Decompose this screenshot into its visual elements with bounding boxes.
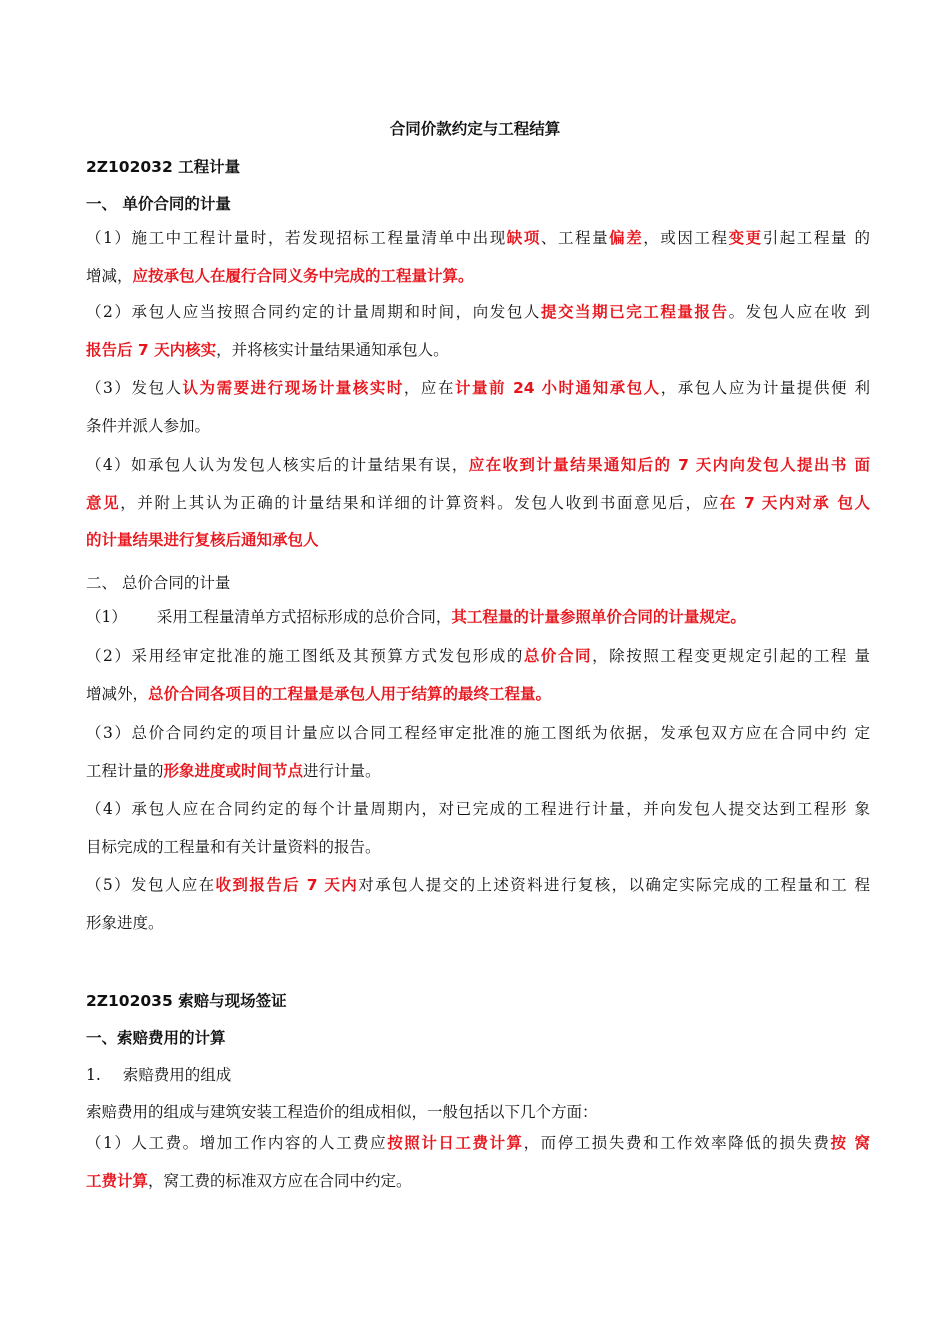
- highlight-run: 按照计日工费计算: [387, 1134, 524, 1152]
- text-run: （1）施工中工程计量时，若发现招标工程量清单中出现: [86, 229, 507, 247]
- list-item-1: [86, 1063, 231, 1085]
- item-number: （1）: [86, 608, 127, 626]
- lump-sum-paragraph-4-line-2: [86, 829, 870, 867]
- highlight-run: 在 7 天内对承 包人: [719, 493, 870, 512]
- lump-sum-paragraph-3-line-1: [86, 715, 870, 753]
- claim-paragraph-1-line-1: [86, 1125, 870, 1163]
- paragraph-2-line-1: [86, 294, 870, 332]
- lump-sum-paragraph-2-line-1: [86, 638, 870, 676]
- paragraph-1-line-1: [86, 220, 870, 258]
- highlight-run: 应按承包人在履行合同义务中完成的工程量计算。: [132, 266, 474, 285]
- highlight-run: 按 窝: [830, 1134, 870, 1152]
- text-run: （5）发包人应在: [86, 876, 216, 894]
- paragraph-4-line-3: [86, 522, 870, 560]
- highlight-run: 应在收到计量结果通知后的 7 天内向发包人提出书 面: [468, 456, 870, 474]
- text-run: 。发包人应在收 到: [728, 303, 870, 321]
- text-run: ，除按照工程变更规定引起的工程 量: [592, 647, 870, 665]
- highlight-run: 总价合同各项目的工程量是承包人用于结算的最终工程量。: [148, 684, 552, 703]
- subheading-lump-sum-contract: 二、 总价合同的计量: [86, 574, 231, 592]
- text-run: 索赔费用的组成: [122, 1066, 232, 1084]
- text-run: （2）采用经审定批准的施工图纸及其预算方式发包形成的: [86, 647, 524, 665]
- text-run: （2）承包人应当按照合同约定的计量周期和时间，向发包人: [86, 303, 541, 321]
- item-number: 1.: [86, 1066, 101, 1084]
- highlight-run: 意见: [86, 493, 121, 512]
- text-run: 工程计量的: [86, 761, 164, 780]
- text-run: （3）总价合同约定的项目计量应以合同工程经审定批准的施工图纸为依据，发承包双方应在合同中约 定: [86, 724, 870, 742]
- lump-sum-paragraph-1-line-1: [86, 599, 870, 637]
- text-run: 采用工程量清单方式招标形成的总价合同，: [156, 608, 452, 626]
- lump-sum-paragraph-5-line-1: [86, 867, 870, 905]
- paragraph-4-line-1: [86, 447, 870, 485]
- paragraph-3: [86, 370, 870, 445]
- paragraph-4-line-2: [86, 485, 870, 523]
- claim-paragraph-1: [86, 1125, 870, 1200]
- lump-sum-paragraph-3-line-2: [86, 753, 870, 791]
- highlight-run: 报告后 7 天内核实: [86, 340, 217, 359]
- text-run: 引起工程量 的: [762, 229, 870, 247]
- paragraph-4: [86, 447, 870, 560]
- claim-intro-text: 索赔费用的组成与建筑安装工程造价的组成相似，一般包括以下几个方面：: [86, 1103, 598, 1121]
- highlight-run: 工费计算: [86, 1171, 149, 1190]
- lump-sum-paragraph-2: [86, 638, 870, 713]
- paragraph-3-line-1: [86, 370, 870, 408]
- highlight-run: 其工程量的计量参照单价合同的计量规定。: [451, 608, 746, 626]
- highlight-run: 形象进度或时间节点: [163, 761, 304, 780]
- highlight-run: 认为需要进行现场计量核实时: [182, 379, 404, 397]
- lump-sum-paragraph-1: [86, 599, 870, 637]
- document-title: 合同价款约定与工程结算: [389, 120, 561, 138]
- lump-sum-paragraph-4: [86, 791, 870, 866]
- section-heading-2z102035: 2Z102035 索赔与现场签证: [86, 992, 287, 1010]
- lump-sum-paragraph-5-line-2: [86, 905, 870, 943]
- subheading-unit-price-contract: 一、 单价合同的计量: [86, 195, 231, 213]
- section-heading-2z102032: 2Z102032 工程计量: [86, 158, 241, 176]
- text-run: ，而停工损失费和工作效率降低的损失费: [523, 1134, 831, 1152]
- highlight-run: 偏差: [609, 229, 644, 247]
- highlight-run: 总价合同: [523, 647, 593, 665]
- paragraph-3-line-2: [86, 408, 870, 446]
- highlight-run: 缺项: [506, 229, 541, 247]
- text-run: ，应在: [403, 379, 455, 397]
- text-run: ，并附上其认为正确的计量结果和详细的计算资料。发包人收到书面意见后，应: [120, 493, 720, 512]
- text-run: 条件并派人参加。: [86, 416, 211, 435]
- highlight-run: 变更: [728, 229, 763, 247]
- text-run: （1）人工费。增加工作内容的人工费应: [86, 1134, 388, 1152]
- text-run: （3）发包人: [86, 379, 183, 397]
- text-run: ，或因工程: [643, 229, 729, 247]
- text-run: 形象进度。: [86, 913, 164, 932]
- highlight-run: 计量前 24 小时通知承包人: [455, 379, 661, 397]
- highlight-run: 提交当期已完工程量报告: [540, 303, 729, 321]
- lump-sum-paragraph-5: [86, 867, 870, 942]
- text-run: 增减，: [86, 266, 133, 285]
- text-run: 增减外，: [86, 684, 149, 703]
- paragraph-1-line-2: [86, 258, 870, 296]
- text-run: 、工程量: [540, 229, 610, 247]
- highlight-run: 的计量结果进行复核后通知承包人: [86, 531, 319, 549]
- text-run: （4）如承包人认为发包人核实后的计量结果有误，: [86, 456, 469, 474]
- claim-paragraph-1-line-2: [86, 1163, 870, 1201]
- text-run: （4）承包人应在合同约定的每个计量周期内，对已完成的工程进行计量，并向发包人提交达到工程形 象: [86, 800, 870, 818]
- paragraph-2-line-2: [86, 332, 870, 370]
- paragraph-1: [86, 220, 870, 295]
- text-run: 目标完成的工程量和有关计量资料的报告。: [86, 837, 381, 856]
- highlight-run: 收到报告后 7 天内: [215, 876, 359, 894]
- text-run: ，窝工费的标准双方应在合同中约定。: [148, 1171, 412, 1190]
- text-run: ，承包人应为计量提供便 利: [660, 379, 870, 397]
- subheading-claim-cost-calculation: 一、索赔费用的计算: [86, 1029, 226, 1047]
- text-run: 进行计量。: [303, 761, 381, 780]
- text-run: ，并将核实计量结果通知承包人。: [216, 340, 449, 359]
- lump-sum-paragraph-3: [86, 715, 870, 790]
- lump-sum-paragraph-2-line-2: [86, 676, 870, 714]
- paragraph-2: [86, 294, 870, 369]
- text-run: 对承包人提交的上述资料进行复核，以确定实际完成的工程量和工 程: [358, 876, 870, 894]
- lump-sum-paragraph-4-line-1: [86, 791, 870, 829]
